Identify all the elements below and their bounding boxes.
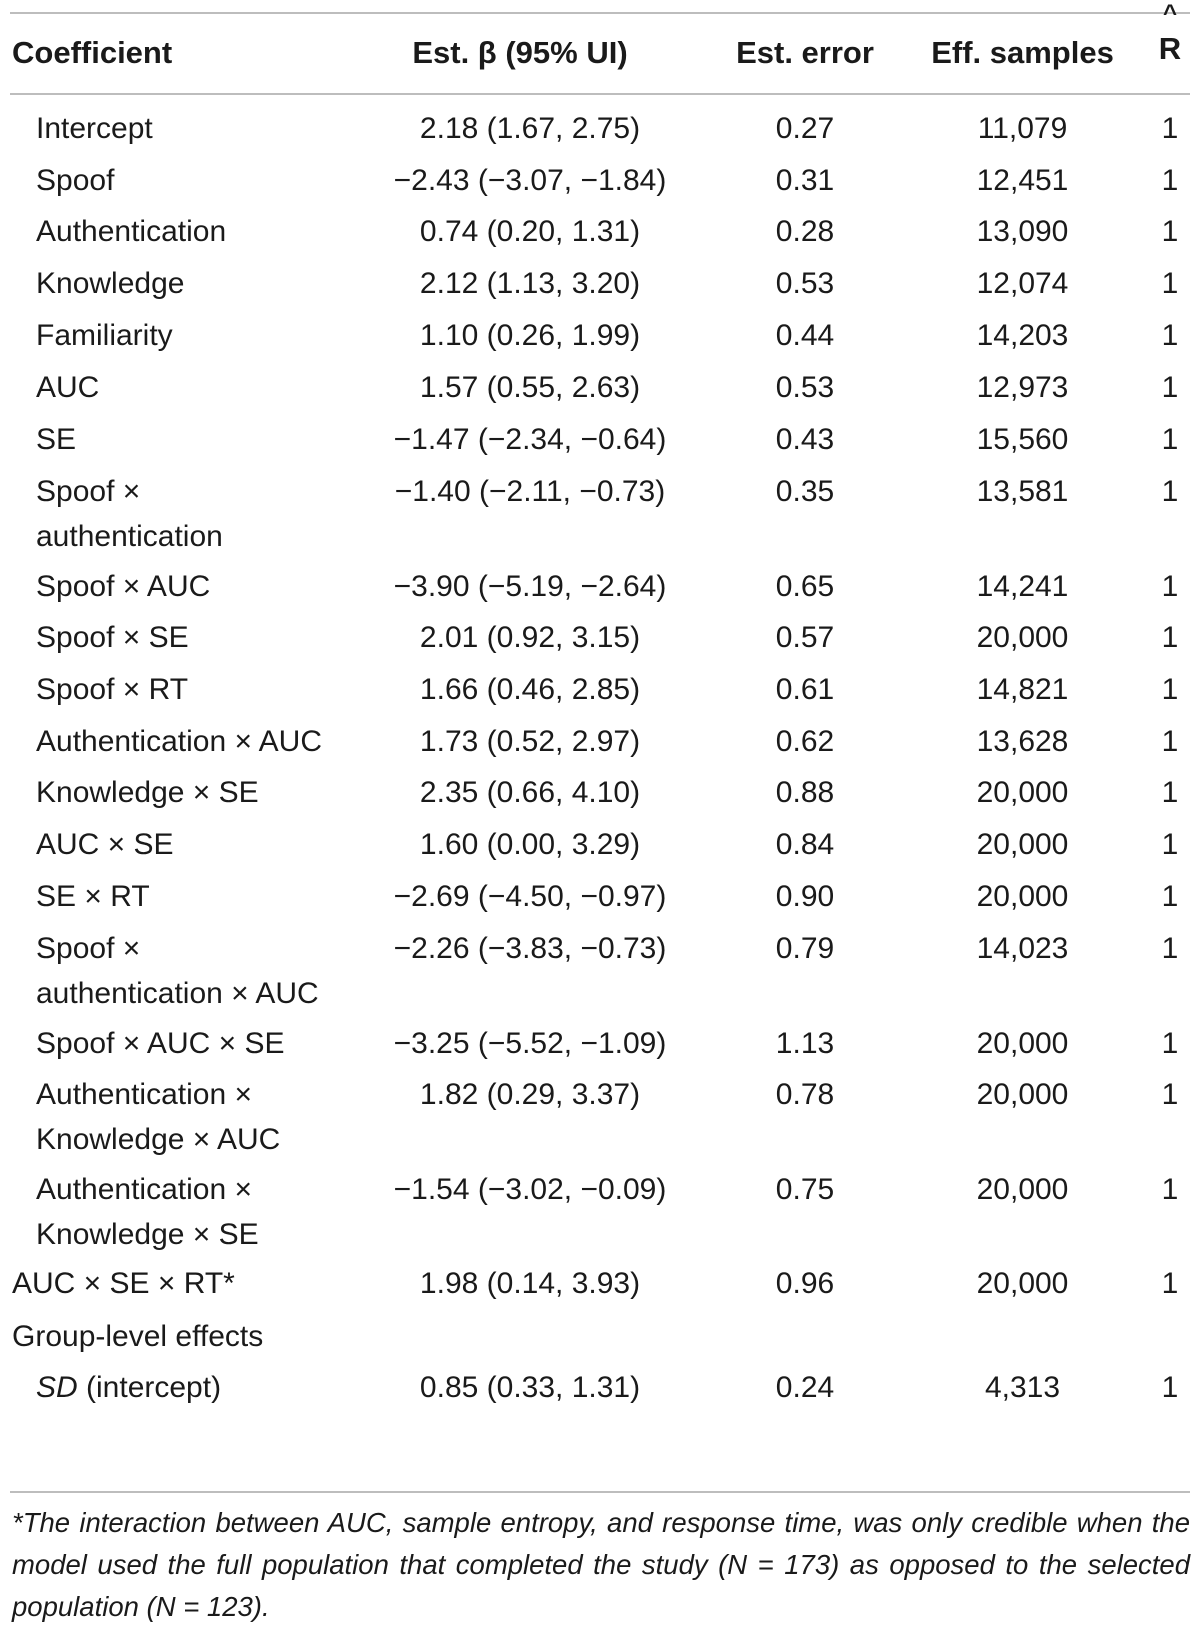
estimate-cell: 1.57 (0.55, 2.63) [419, 371, 641, 404]
rhat-cell: 1 [1161, 932, 1179, 965]
coefficient-cell [36, 770, 356, 815]
coefficient-label: Spoof × SE [36, 621, 189, 654]
coefficient-cell [36, 1167, 356, 1257]
coefficient-label: Authentication [36, 215, 227, 248]
coefficient-label: Spoof × [36, 932, 141, 965]
bottom-rule [10, 1491, 1190, 1493]
estimate-cell: −1.40 (−2.11, −0.73) [394, 475, 666, 508]
coefficient-label: authentication × AUC [36, 977, 319, 1010]
coefficient-label: Group-level effects [12, 1320, 264, 1353]
coefficient-cell [36, 158, 356, 203]
coefficient-label: Authentication × AUC [36, 725, 323, 758]
estimate-cell: 1.98 (0.14, 3.93) [419, 1267, 641, 1300]
coefficient-cell [36, 1365, 356, 1410]
estimate-cell: −3.90 (−5.19, −2.64) [393, 570, 667, 603]
eff-samples-cell: 13,581 [976, 475, 1069, 508]
error-cell: 0.53 [775, 267, 835, 300]
eff-samples-cell: 20,000 [976, 776, 1069, 809]
rhat-cell: 1 [1161, 673, 1179, 706]
coefficient-cell [36, 926, 356, 1016]
rhat-cell: 1 [1161, 570, 1179, 603]
error-cell: 0.24 [775, 1371, 835, 1404]
coefficient-label: AUC × SE [36, 828, 174, 861]
estimate-cell: 1.10 (0.26, 1.99) [419, 319, 641, 352]
estimate-cell: 1.73 (0.52, 2.97) [419, 725, 641, 758]
footnote: *The interaction between AUC, sample entropy, and response time, was only credible when the model used the full population that completed the study (N = 173) as opposed to the selected population (N = 123). [12, 1507, 1190, 1622]
header-estimate: Est. β (95% UI) [412, 35, 628, 70]
error-cell: 1.13 [775, 1027, 835, 1060]
estimate-cell: 2.12 (1.13, 3.20) [419, 267, 641, 300]
rhat-cell: 1 [1161, 880, 1179, 913]
error-cell: 0.79 [775, 932, 835, 965]
estimate-cell: −2.69 (−4.50, −0.97) [393, 880, 667, 913]
estimate-cell: 1.66 (0.46, 2.85) [419, 673, 641, 706]
estimate-cell: 0.85 (0.33, 1.31) [419, 1371, 641, 1404]
rhat-letter: R [1158, 31, 1182, 66]
coefficient-cell [36, 822, 356, 867]
header-rule [10, 93, 1190, 95]
coefficient-cell [36, 469, 356, 559]
error-cell: 0.43 [775, 423, 835, 456]
coefficient-cell [36, 615, 356, 660]
coefficient-label: Authentication × [36, 1078, 252, 1111]
coefficient-cell [36, 417, 356, 462]
estimate-cell: 2.35 (0.66, 4.10) [419, 776, 641, 809]
error-cell: 0.27 [775, 112, 835, 145]
error-cell: 0.44 [775, 319, 835, 352]
error-cell: 0.78 [775, 1078, 835, 1111]
coefficient-cell [36, 209, 356, 254]
coefficient-label: Knowledge × AUC [36, 1123, 281, 1156]
estimate-cell: −1.47 (−2.34, −0.64) [393, 423, 667, 456]
eff-samples-cell: 14,023 [976, 932, 1069, 965]
coefficient-label: Knowledge × SE [36, 1218, 259, 1251]
rhat-cell: 1 [1161, 1078, 1179, 1111]
rhat-cell: 1 [1161, 776, 1179, 809]
eff-samples-cell: 14,203 [976, 319, 1069, 352]
estimate-cell: 1.82 (0.29, 3.37) [419, 1078, 641, 1111]
eff-samples-cell: 20,000 [976, 1078, 1069, 1111]
coefficient-label: Spoof × AUC [36, 570, 211, 603]
eff-samples-cell: 13,090 [976, 215, 1069, 248]
coefficient-label: Spoof [36, 164, 115, 197]
eff-samples-cell: 12,074 [976, 267, 1069, 300]
rhat-cell: 1 [1161, 423, 1179, 456]
coefficient-label: Familiarity [36, 319, 173, 352]
eff-samples-cell: 20,000 [976, 1027, 1069, 1060]
estimate-cell: 0.74 (0.20, 1.31) [419, 215, 641, 248]
coefficient-cell [36, 719, 356, 764]
coefficient-cell [36, 365, 356, 410]
rhat-cell: 1 [1161, 475, 1179, 508]
error-cell: 0.88 [775, 776, 835, 809]
coefficient-cell [36, 874, 356, 919]
error-cell: 0.90 [775, 880, 835, 913]
rhat-cell: 1 [1161, 1371, 1179, 1404]
estimate-cell: 1.60 (0.00, 3.29) [419, 828, 641, 861]
error-cell: 0.31 [775, 164, 835, 197]
coefficient-label: SE [36, 423, 77, 456]
error-cell: 0.84 [775, 828, 835, 861]
eff-samples-cell: 20,000 [976, 880, 1069, 913]
eff-samples-cell: 14,821 [976, 673, 1069, 706]
coefficient-cell [36, 1021, 356, 1066]
coefficient-cell [36, 261, 356, 306]
error-cell: 0.65 [775, 570, 835, 603]
error-cell: 0.75 [775, 1173, 835, 1206]
estimate-cell: 2.18 (1.67, 2.75) [419, 112, 641, 145]
eff-samples-cell: 12,451 [976, 164, 1069, 197]
header-error: Est. error [736, 35, 874, 70]
coefficient-label: Knowledge [36, 267, 185, 300]
estimate-cell: −2.43 (−3.07, −1.84) [393, 164, 667, 197]
eff-samples-cell: 4,313 [984, 1371, 1061, 1404]
rhat-cell: 1 [1161, 828, 1179, 861]
coefficient-cell [36, 106, 356, 151]
coefficient-cell [12, 1261, 332, 1306]
coefficient-label: Spoof × [36, 475, 141, 508]
coefficient-label: AUC [36, 371, 100, 404]
eff-samples-cell: 12,973 [976, 371, 1069, 404]
estimate-cell: −3.25 (−5.52, −1.09) [393, 1027, 667, 1060]
error-cell: 0.28 [775, 215, 835, 248]
coefficient-cell [36, 1072, 356, 1162]
estimate-cell: −2.26 (−3.83, −0.73) [393, 932, 667, 965]
coefficient-label: Spoof × RT [36, 673, 189, 706]
eff-samples-cell: 11,079 [977, 112, 1068, 145]
estimate-cell: 2.01 (0.92, 3.15) [419, 621, 641, 654]
coefficient-label: Spoof × AUC × SE [36, 1027, 285, 1060]
coefficient-cell [36, 564, 356, 609]
coefficient-label: SE × RT [36, 880, 150, 913]
coefficient-cell [36, 313, 356, 358]
header-coefficient: Coefficient [12, 35, 173, 70]
rhat-cell: 1 [1161, 215, 1179, 248]
rhat-cell: 1 [1161, 164, 1179, 197]
header-rhat [1150, 0, 1190, 78]
header-eff-samples: Eff. samples [931, 35, 1114, 70]
coefficient-label: Intercept [36, 112, 153, 145]
coefficient-cell [36, 667, 356, 712]
top-rule [10, 12, 1190, 14]
eff-samples-cell: 20,000 [976, 828, 1069, 861]
rhat-cell: 1 [1161, 267, 1179, 300]
rhat-cell: 1 [1161, 621, 1179, 654]
coefficient-label: AUC × SE × RT* [12, 1267, 235, 1300]
rhat-cell: 1 [1161, 112, 1179, 145]
eff-samples-cell: 13,628 [976, 725, 1069, 758]
error-cell: 0.62 [775, 725, 835, 758]
eff-samples-cell: 20,000 [976, 1267, 1069, 1300]
estimate-cell: −1.54 (−3.02, −0.09) [393, 1173, 667, 1206]
coefficient-label: Knowledge × SE [36, 776, 259, 809]
rhat-cell: 1 [1161, 1173, 1179, 1206]
eff-samples-cell: 20,000 [976, 621, 1069, 654]
error-cell: 0.61 [775, 673, 835, 706]
coefficient-label: SD (intercept) [36, 1371, 222, 1404]
error-cell: 0.35 [775, 475, 835, 508]
rhat-cell: 1 [1161, 1267, 1179, 1300]
rhat-cell: 1 [1161, 319, 1179, 352]
eff-samples-cell: 15,560 [976, 423, 1069, 456]
error-cell: 0.53 [775, 371, 835, 404]
coefficient-cell [12, 1314, 332, 1359]
eff-samples-cell: 14,241 [976, 570, 1069, 603]
rhat-cell: 1 [1161, 371, 1179, 404]
coefficient-label: authentication [36, 520, 223, 553]
coefficient-label: Authentication × [36, 1173, 252, 1206]
eff-samples-cell: 20,000 [976, 1173, 1069, 1206]
rhat-cell: 1 [1161, 1027, 1179, 1060]
error-cell: 0.96 [775, 1267, 835, 1300]
error-cell: 0.57 [775, 621, 835, 654]
rhat-cell: 1 [1161, 725, 1179, 758]
hat-accent: ^ [1162, 0, 1177, 27]
